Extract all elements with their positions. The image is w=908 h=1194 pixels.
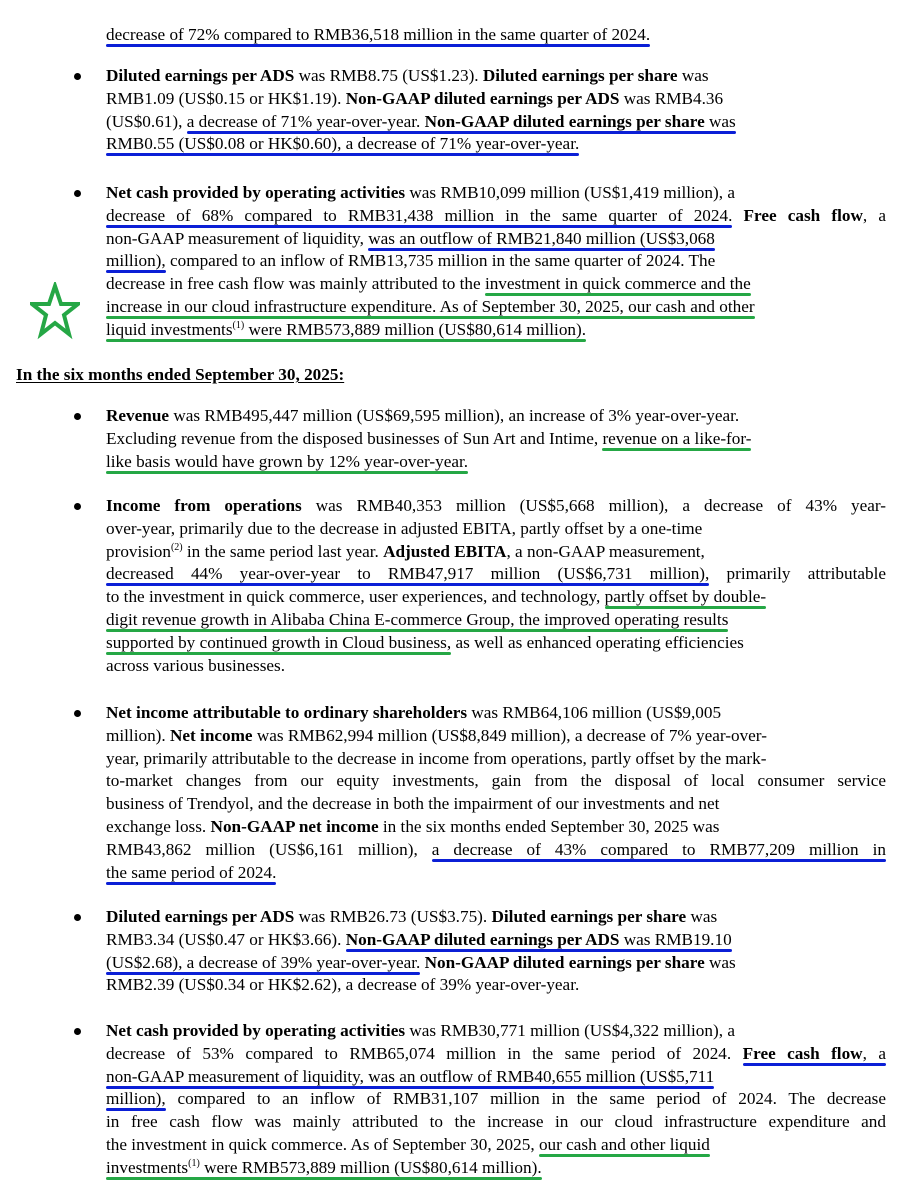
text-segment: million).: [106, 725, 170, 745]
text-segment: [420, 953, 424, 972]
bold-term: Diluted earnings per share: [491, 907, 687, 926]
text-segment: (US$0.61),: [106, 111, 187, 131]
text-segment: in the same period last year.: [182, 541, 384, 561]
bold-term: Diluted earnings per ADS: [106, 907, 295, 926]
section-heading: In the six months ended September 30, 2025:: [16, 365, 345, 384]
bold-term: Non-GAAP diluted earnings per share: [424, 952, 705, 972]
highlighted-text-blue: Non-GAAP diluted earnings per share: [424, 111, 705, 131]
highlighted-text-blue: RMB0.55 (US$0.08 or HK$0.60), a decrease of 71% year-over-year.: [106, 134, 580, 154]
star-outline-icon: [30, 282, 80, 342]
text-line: [106, 748, 766, 770]
text-line: [106, 839, 886, 861]
highlighted-text-green: [188, 1158, 200, 1177]
highlighted-text-blue: decrease of 68% compared to RMB31,438 million in the same quarter of 2024.: [106, 205, 733, 225]
text-line: [106, 655, 285, 677]
highlighted-text-blue: decreased 44% year-over-year to RMB47,917 million (US$6,731 million),: [106, 564, 710, 584]
text-segment: to-market changes from our equity investments, gain from the disposal of local consumer service: [106, 771, 886, 791]
highlighted-text-blue: was: [704, 111, 736, 131]
highlighted-text-blue: was an outflow of RMB21,840 million (US$3,068: [368, 228, 715, 248]
highlighted-text-blue: (US$2.68), a decrease of 39% year-over-year.: [106, 952, 421, 972]
text-segment: was RMB4.36: [619, 88, 724, 108]
text-line: [106, 725, 767, 747]
text-segment: RMB3.34 (US$0.47 or HK$3.66).: [106, 929, 346, 949]
bold-term: Net cash provided by operating activities: [106, 1021, 406, 1040]
text-line: [106, 24, 650, 46]
text-line: [106, 770, 886, 792]
text-segment: to the investment in quick commerce, user experiences, and technology,: [106, 587, 605, 607]
bold-term: Net cash provided by operating activities: [106, 183, 406, 202]
highlighted-text-blue: decrease of 72% compared to RMB36,518 million in the same quarter of 2024.: [106, 25, 651, 44]
highlighted-text-blue: the same period of 2024.: [106, 862, 277, 882]
text-line: [106, 1088, 886, 1110]
bold-term: Net income: [169, 725, 253, 745]
text-segment: RMB43,862 million (US$6,161 million),: [106, 839, 432, 859]
highlighted-text-green: were RMB573,889 million (US$80,614 million).: [199, 1157, 542, 1177]
bold-term: Net income attributable to ordinary shareholders: [106, 703, 468, 722]
text-segment: was RMB495,447 million (US$69,595 million), an increase of 3% year-over-year.: [169, 406, 740, 425]
text-segment: was: [686, 907, 718, 926]
text-line: [106, 111, 736, 133]
highlighted-text-blue: Non-GAAP diluted earnings per ADS: [345, 929, 620, 949]
text-segment: RMB1.09 (US$0.15 or HK$1.19).: [106, 88, 346, 108]
text-segment: provision: [106, 541, 171, 561]
highlighted-text-green: supported by continued growth in Cloud business,: [106, 632, 452, 652]
text-segment: across various businesses.: [106, 655, 286, 675]
text-line: [106, 1134, 710, 1156]
highlighted-text-green: liquid investments: [106, 319, 233, 339]
bold-term: Non-GAAP net income: [210, 817, 379, 836]
text-segment: RMB2.39 (US$0.34 or HK$2.62), a decrease of 39% year-over-year.: [106, 975, 580, 995]
bullet-icon: [74, 914, 81, 921]
text-line: [106, 65, 709, 87]
highlighted-text-green: like basis would have grown by 12% year-over-year.: [106, 451, 469, 471]
bold-term: Income from operations: [106, 496, 302, 515]
text-line: [106, 182, 735, 204]
text-line: [106, 228, 715, 250]
text-segment: , a: [862, 205, 886, 225]
highlighted-text-blue: a decrease of 43% compared to RMB77,209 million in: [431, 839, 887, 859]
footnote-ref: (2): [170, 541, 183, 553]
text-line: [106, 541, 705, 563]
highlighted-text-green: increase in our cloud infrastructure expenditure. As of September 30, 2025, our cash and other: [106, 297, 755, 316]
text-segment: was RMB8.75 (US$1.23).: [294, 66, 483, 85]
text-line: [106, 609, 728, 631]
text-segment: was: [677, 66, 709, 85]
text-line: [106, 816, 719, 838]
text-segment: decrease in free cash flow was mainly attributed to the: [106, 274, 485, 294]
text-line: [106, 1066, 714, 1088]
text-line: [106, 133, 579, 155]
text-segment: , a non-GAAP measurement,: [506, 541, 705, 561]
text-line: [106, 793, 719, 815]
text-segment: [171, 542, 183, 561]
text-line: [106, 1043, 886, 1065]
bold-term: Non-GAAP diluted earnings per ADS: [345, 88, 620, 108]
text-line: [106, 250, 715, 272]
text-line: [106, 952, 736, 974]
text-line: [106, 563, 886, 585]
highlighted-text-blue: a decrease of 71% year-over-year.: [186, 111, 425, 131]
text-segment: compared to an inflow of RMB13,735 million in the same quarter of 2024. The: [165, 251, 716, 271]
text-segment: non-GAAP measurement of liquidity,: [106, 228, 369, 248]
text-segment: as well as enhanced operating efficiencies: [451, 632, 744, 652]
text-line: [106, 586, 766, 608]
highlighted-text-green: partly offset by double-: [604, 587, 767, 607]
footnote-ref: (1): [232, 319, 245, 331]
text-segment: in free cash flow was mainly attributed to the increase in our cloud infrastructure expenditure and: [106, 1112, 886, 1132]
footnote-ref: (1): [188, 1157, 200, 1169]
text-line: [106, 906, 717, 928]
text-line: [106, 405, 739, 427]
text-line: [106, 88, 723, 110]
highlighted-text-blue: was RMB19.10: [619, 929, 732, 949]
text-segment: Excluding revenue from the disposed businesses of Sun Art and Intime,: [106, 428, 603, 448]
bullet-icon: [74, 73, 81, 80]
bold-term: Free cash flow: [743, 205, 863, 225]
text-segment: over-year, primarily due to the decrease in adjusted EBITA, partly offset by a one-time: [106, 518, 703, 538]
highlighted-text-green: [233, 320, 245, 339]
bullet-icon: [74, 710, 81, 717]
bold-term: Diluted earnings per ADS: [106, 66, 295, 85]
highlighted-text-green: digit revenue growth in Alibaba China E-commerce Group, the improved operating results: [106, 610, 729, 629]
text-line: [106, 1111, 886, 1133]
text-segment: year, primarily attributable to the decrease in income from operations, partly offset by the mark-: [106, 748, 767, 768]
highlighted-text-blue: million),: [106, 251, 166, 271]
bullet-icon: [74, 503, 81, 510]
text-line: [106, 1157, 542, 1179]
bullet-icon: [74, 1028, 81, 1035]
text-line: [106, 1020, 735, 1042]
text-segment: in the six months ended September 30, 2025 was: [378, 817, 720, 836]
text-line: [106, 702, 721, 724]
text-line: [106, 974, 579, 996]
text-segment: was RMB26.73 (US$3.75).: [294, 907, 492, 926]
text-segment: was RMB10,099 million (US$1,419 million), a: [405, 183, 735, 202]
text-segment: exchange loss.: [106, 817, 211, 836]
bold-term: Adjusted EBITA: [383, 541, 507, 561]
text-line: [106, 632, 744, 654]
text-segment: [732, 206, 743, 225]
text-line: [106, 205, 886, 227]
highlighted-text-green: were RMB573,889 million (US$80,614 million).: [244, 319, 587, 339]
text-line: [106, 518, 702, 540]
text-line: [106, 319, 586, 341]
bullet-icon: [74, 190, 81, 197]
highlighted-text-blue: million),: [106, 1089, 166, 1109]
highlighted-text-blue: Free cash flow: [742, 1043, 863, 1063]
highlighted-text-blue: non-GAAP measurement of liquidity, was an outflow of RMB40,655 million (US$5,711: [106, 1066, 715, 1086]
text-segment: primarily attributable: [709, 564, 886, 584]
text-segment: decrease of 53% compared to RMB65,074 million in the same period of 2024.: [106, 1043, 743, 1063]
highlighted-text-green: revenue on a like-for-: [602, 428, 752, 448]
text-segment: business of Trendyol, and the decrease in both the impairment of our investments and net: [106, 794, 720, 814]
text-line: [106, 929, 732, 951]
highlighted-text-green: our cash and other liquid: [538, 1135, 710, 1154]
text-segment: was RMB40,353 million (US$5,668 million), a decrease of 43% year-: [301, 496, 886, 515]
text-line: [106, 428, 751, 450]
text-line: [106, 451, 468, 473]
highlighted-text-blue: , a: [862, 1043, 886, 1063]
highlighted-text-green: investments: [106, 1157, 189, 1177]
text-segment: was: [704, 952, 736, 972]
text-segment: was RMB62,994 million (US$8,849 million), a decrease of 7% year-over-: [252, 725, 767, 745]
bold-term: Diluted earnings per share: [482, 66, 678, 85]
bullet-icon: [74, 413, 81, 420]
text-line: [106, 495, 886, 517]
text-segment: was RMB64,106 million (US$9,005: [467, 703, 722, 722]
bold-term: Revenue: [106, 406, 170, 425]
text-segment: was RMB30,771 million (US$4,322 million), a: [405, 1021, 735, 1040]
text-line: [106, 296, 755, 318]
highlighted-text-green: investment in quick commerce and the: [484, 274, 751, 294]
text-segment: the investment in quick commerce. As of September 30, 2025,: [106, 1135, 539, 1154]
text-line: [106, 862, 276, 884]
text-segment: compared to an inflow of RMB31,107 million in the same period of 2024. The decrease: [165, 1089, 886, 1109]
text-line: [106, 273, 751, 295]
